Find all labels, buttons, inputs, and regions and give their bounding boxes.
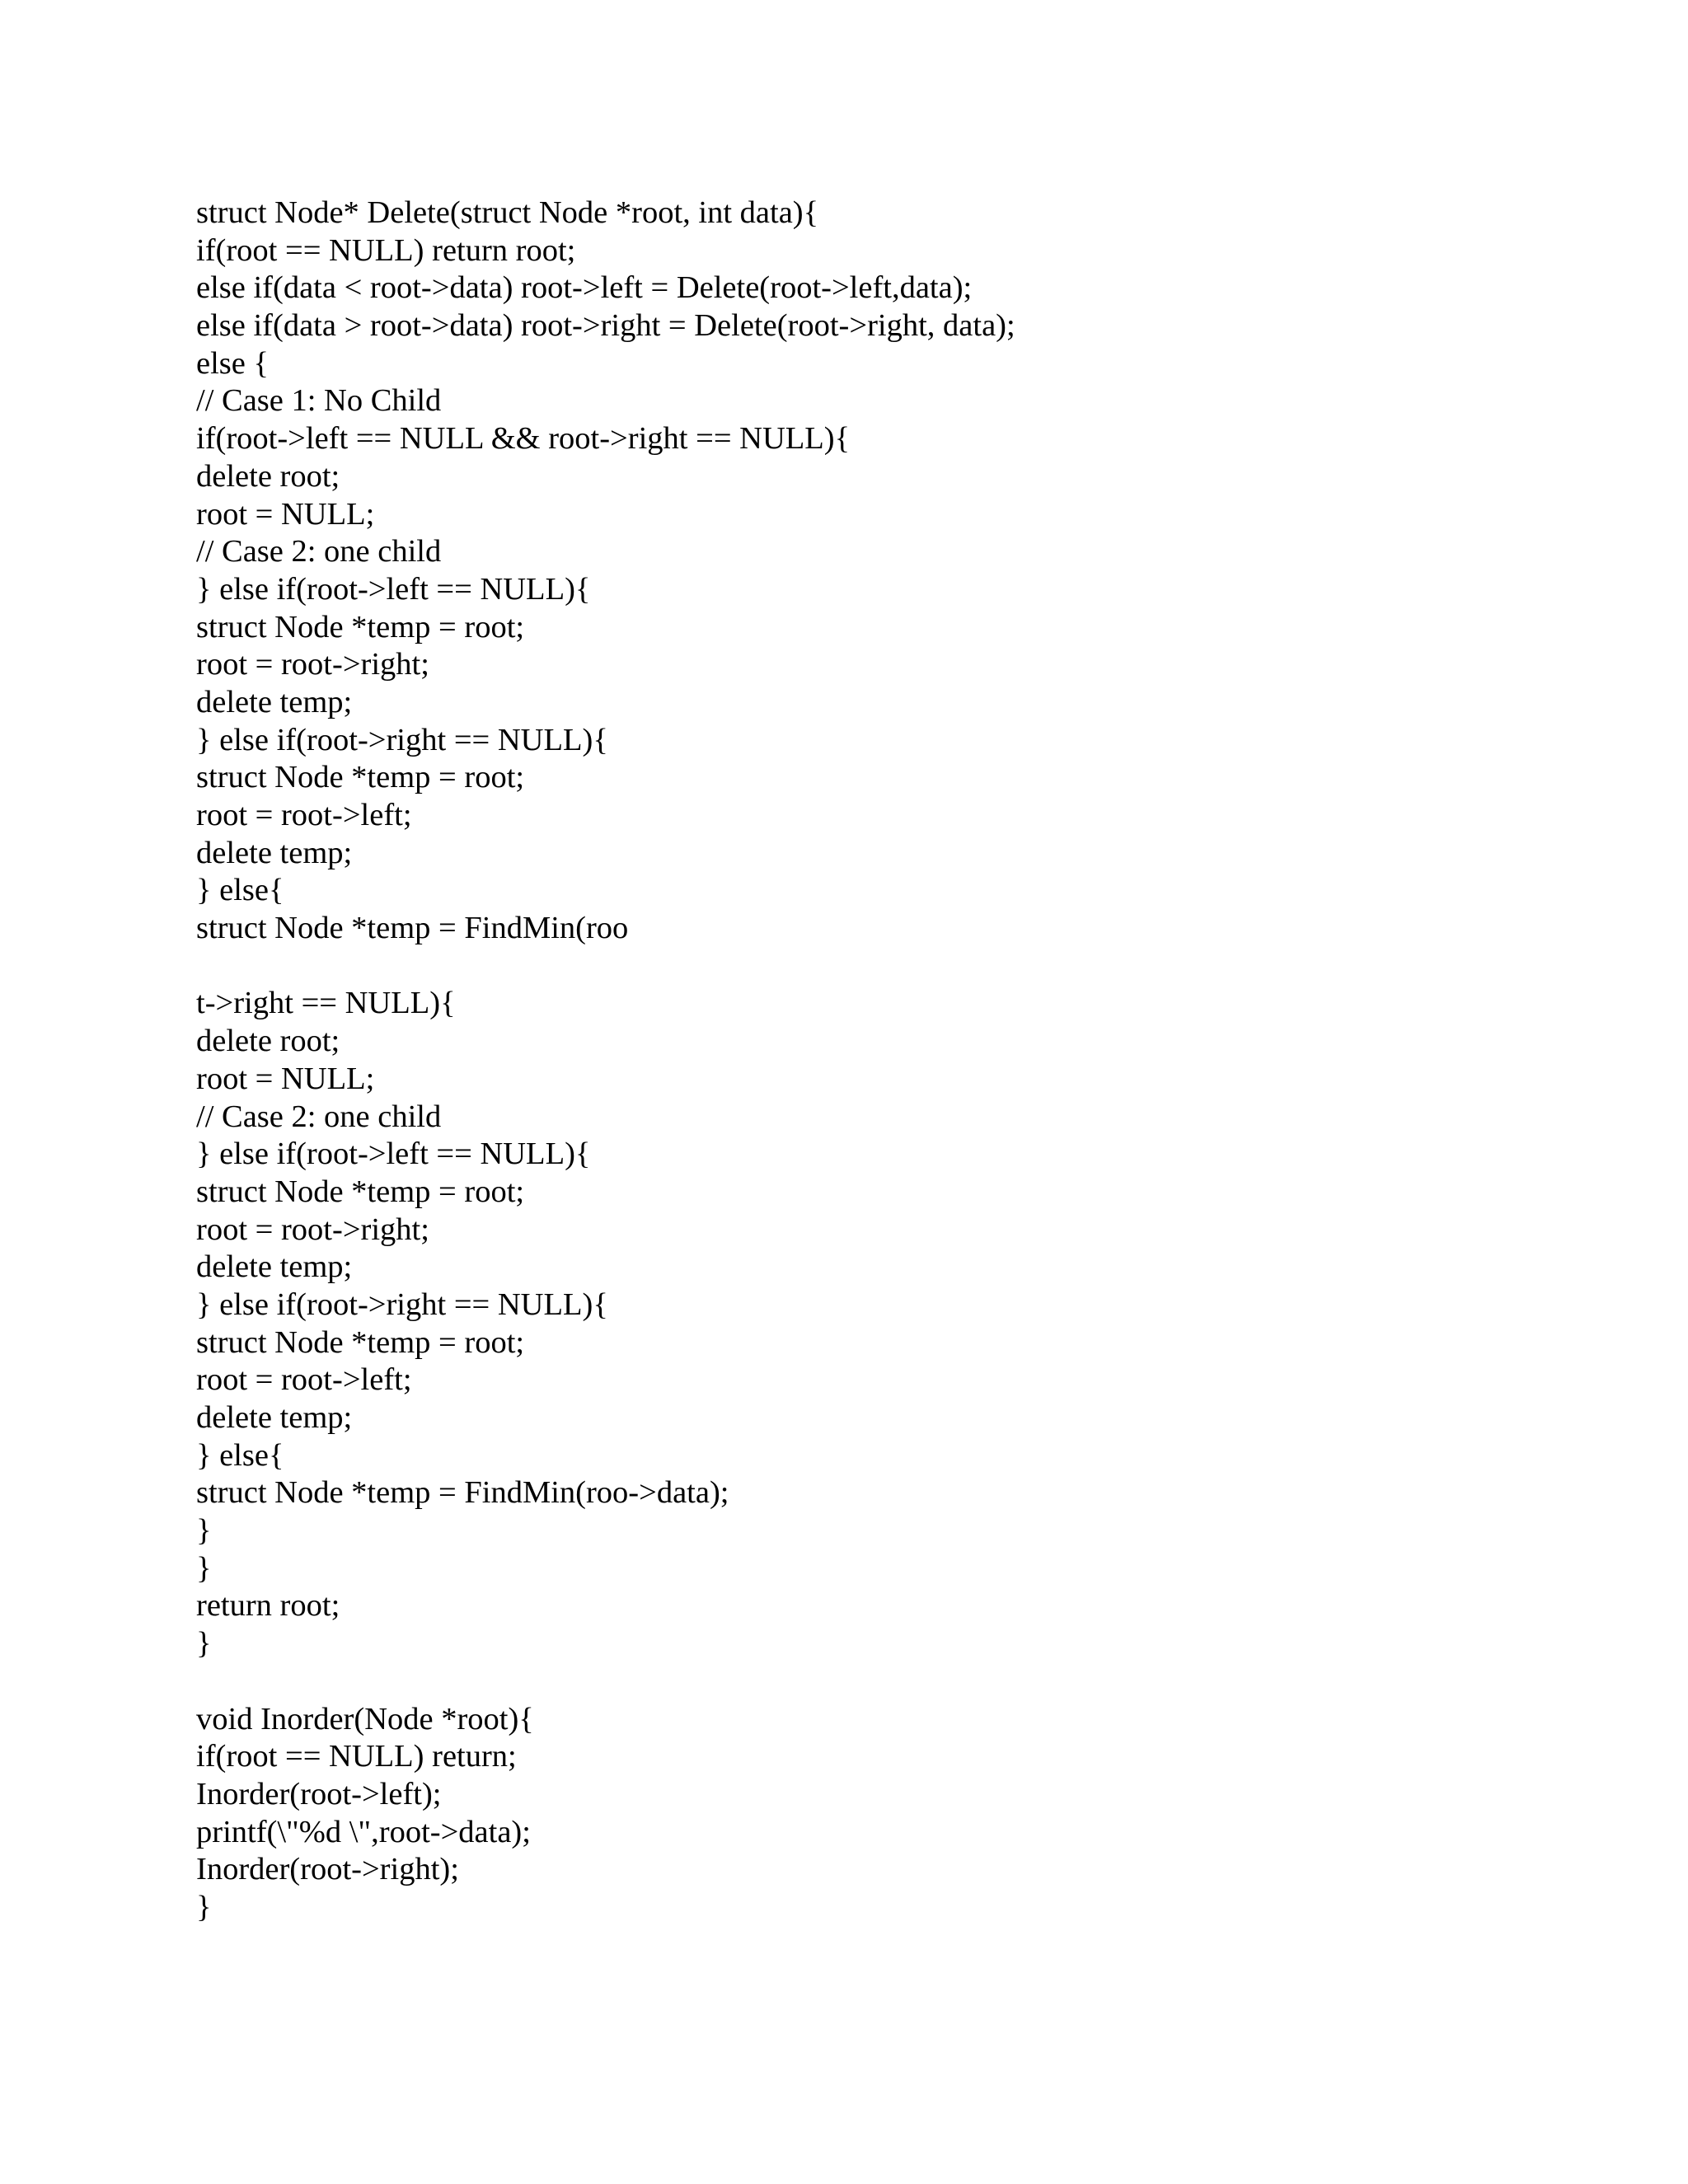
code-line: return root; <box>196 1588 340 1624</box>
code-line: } else if(root->left == NULL){ <box>196 571 591 607</box>
code-line: } <box>196 1550 212 1586</box>
code-line: } <box>196 1889 212 1924</box>
document-page <box>196 194 1597 1927</box>
code-line: // Case 2: one child <box>196 534 442 569</box>
code-line: void Inorder(Node *root){ <box>196 1701 534 1736</box>
code-line: Inorder(root->left); <box>196 1776 442 1811</box>
code-line: else { <box>196 345 269 381</box>
code-line: delete temp; <box>196 1400 353 1435</box>
code-line: } else if(root->left == NULL){ <box>196 1137 591 1172</box>
code-line: delete temp; <box>196 1249 353 1285</box>
code-line: root = root->left; <box>196 1362 412 1398</box>
code-line: struct Node *temp = root; <box>196 760 525 795</box>
code-line: struct Node *temp = root; <box>196 609 525 644</box>
code-line: root = NULL; <box>196 1061 375 1096</box>
code-line: struct Node *temp = FindMin(roo->data); <box>196 1475 729 1511</box>
blank-line <box>196 948 1597 986</box>
code-line: root = root->right; <box>196 1212 429 1247</box>
code-line: if(root == NULL) return; <box>196 1739 517 1774</box>
blank-line <box>196 1663 1597 1701</box>
code-line: struct Node* Delete(struct Node *root, int data){ <box>196 195 819 230</box>
code-line: if(root == NULL) return root; <box>196 232 576 268</box>
code-line: root = root->right; <box>196 647 429 682</box>
code-line: delete root; <box>196 458 340 494</box>
code-line: if(root->left == NULL && root->right == NULL){ <box>196 421 851 457</box>
code-line: delete temp; <box>196 835 353 870</box>
code-line: else if(data > root->data) root->right = Delete(root->right, data); <box>196 308 1015 344</box>
code-line: } else{ <box>196 873 284 908</box>
code-line: struct Node *temp = root; <box>196 1174 525 1209</box>
code-line: } <box>196 1626 212 1661</box>
code-line: root = root->left; <box>196 798 412 832</box>
code-line: } else if(root->right == NULL){ <box>196 722 608 757</box>
code-line: struct Node *temp = FindMin(roo <box>196 911 629 946</box>
code-line: else if(data < root->data) root->left = Delete(root->left,data); <box>196 270 973 306</box>
code-line: root = NULL; <box>196 496 375 532</box>
code-line: delete temp; <box>196 684 353 719</box>
code-line: // Case 2: one child <box>196 1099 442 1134</box>
code-line: } else if(root->right == NULL){ <box>196 1286 608 1322</box>
code-line: delete root; <box>196 1024 340 1059</box>
code-block-inorder <box>196 1701 1597 1927</box>
code-line: } <box>196 1513 212 1549</box>
code-block-delete-continued <box>196 985 1597 1662</box>
code-block-delete <box>196 194 1597 948</box>
code-line: printf(\"%d \",root->data); <box>196 1814 531 1849</box>
code-line: } else{ <box>196 1437 284 1473</box>
code-line: Inorder(root->right); <box>196 1852 459 1887</box>
code-line: struct Node *temp = root; <box>196 1324 525 1360</box>
code-line: // Case 1: No Child <box>196 383 442 419</box>
code-line: t->right == NULL){ <box>196 986 456 1021</box>
